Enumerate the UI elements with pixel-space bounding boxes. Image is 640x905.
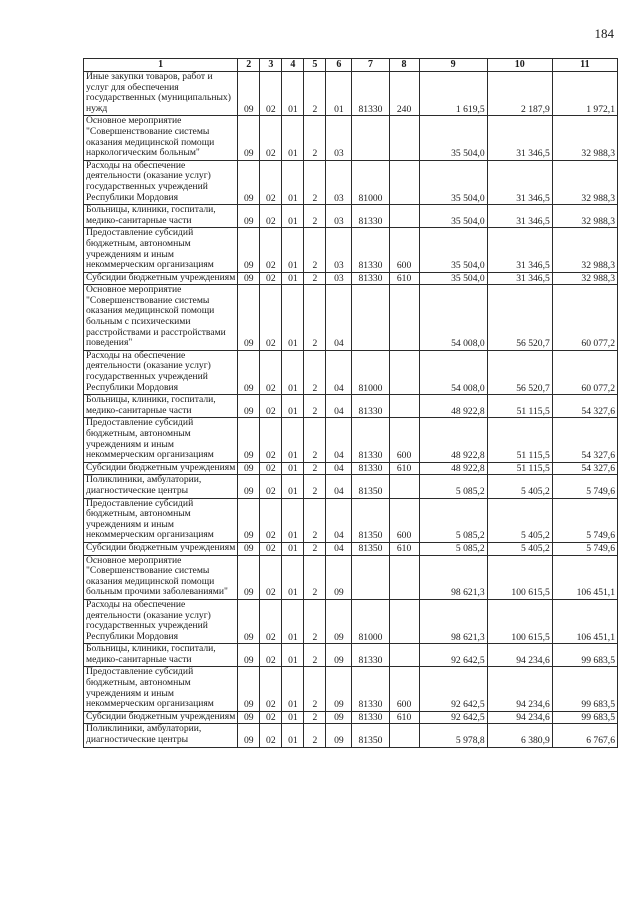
subprogram-code: 2	[304, 272, 326, 285]
amount-year-2: 6 380,9	[487, 724, 552, 747]
amount-year-3: 5 749,6	[552, 498, 617, 542]
measure-code: 04	[326, 542, 352, 555]
row-label: Расходы на обеспечение деятельности (оказание услуг) государственных учреждений Республики Мордовия	[84, 160, 238, 204]
expense-type-code	[389, 350, 419, 394]
amount-year-2: 100 615,5	[487, 599, 552, 643]
amount-year-1: 5 085,2	[419, 475, 487, 498]
amount-year-3: 106 451,1	[552, 555, 617, 599]
program-code: 01	[282, 272, 304, 285]
amount-year-1: 35 504,0	[419, 116, 487, 160]
program-code: 01	[282, 285, 304, 351]
program-code: 01	[282, 498, 304, 542]
subprogram-code: 2	[304, 285, 326, 351]
measure-code: 03	[326, 205, 352, 228]
program-code: 01	[282, 667, 304, 711]
amount-year-2: 5 405,2	[487, 498, 552, 542]
subprogram-code: 2	[304, 418, 326, 462]
column-header: 3	[260, 59, 282, 72]
direction-code: 81330	[352, 72, 389, 116]
row-label: Поликлиники, амбулатории, диагностические центры	[84, 724, 238, 747]
measure-code: 09	[326, 555, 352, 599]
program-code: 01	[282, 711, 304, 724]
subsection-code: 02	[260, 205, 282, 228]
amount-year-1: 5 085,2	[419, 542, 487, 555]
amount-year-1: 48 922,8	[419, 395, 487, 418]
amount-year-2: 94 234,6	[487, 644, 552, 667]
expense-type-code	[389, 160, 419, 204]
table-row	[84, 711, 618, 724]
program-code: 01	[282, 205, 304, 228]
table-row	[84, 160, 618, 204]
column-header: 8	[389, 59, 419, 72]
program-code: 01	[282, 724, 304, 747]
amount-year-2: 94 234,6	[487, 711, 552, 724]
subprogram-code: 2	[304, 228, 326, 272]
subsection-code: 02	[260, 116, 282, 160]
subprogram-code: 2	[304, 116, 326, 160]
amount-year-2: 5 405,2	[487, 475, 552, 498]
expense-type-code	[389, 724, 419, 747]
column-header: 5	[304, 59, 326, 72]
row-label: Иные закупки товаров, работ и услуг для обеспечения государственных (муниципальных) нужд	[84, 72, 238, 116]
amount-year-3: 5 749,6	[552, 542, 617, 555]
program-code: 01	[282, 599, 304, 643]
amount-year-2: 2 187,9	[487, 72, 552, 116]
subprogram-code: 2	[304, 350, 326, 394]
direction-code: 81350	[352, 542, 389, 555]
subprogram-code: 2	[304, 395, 326, 418]
amount-year-2: 5 405,2	[487, 542, 552, 555]
subsection-code: 02	[260, 667, 282, 711]
subsection-code: 02	[260, 350, 282, 394]
expense-type-code	[389, 205, 419, 228]
budget-table	[83, 58, 618, 748]
program-code: 01	[282, 228, 304, 272]
amount-year-3: 106 451,1	[552, 599, 617, 643]
direction-code: 81350	[352, 475, 389, 498]
table-row	[84, 498, 618, 542]
row-label: Расходы на обеспечение деятельности (оказание услуг) государственных учреждений Республики Мордовия	[84, 599, 238, 643]
subprogram-code: 2	[304, 205, 326, 228]
program-code: 01	[282, 72, 304, 116]
measure-code: 04	[326, 418, 352, 462]
direction-code: 81330	[352, 711, 389, 724]
amount-year-1: 35 504,0	[419, 160, 487, 204]
section-code: 09	[238, 116, 260, 160]
row-label: Предоставление субсидий бюджетным, автономным учреждениям и иным некоммерческим организациям	[84, 228, 238, 272]
amount-year-3: 54 327,6	[552, 462, 617, 475]
subprogram-code: 2	[304, 475, 326, 498]
measure-code: 04	[326, 498, 352, 542]
subprogram-code: 2	[304, 542, 326, 555]
amount-year-3: 5 749,6	[552, 475, 617, 498]
column-header: 1	[84, 59, 238, 72]
subprogram-code: 2	[304, 711, 326, 724]
subsection-code: 02	[260, 418, 282, 462]
expense-type-code	[389, 285, 419, 351]
row-label: Поликлиники, амбулатории, диагностические центры	[84, 475, 238, 498]
amount-year-1: 98 621,3	[419, 555, 487, 599]
amount-year-3: 32 988,3	[552, 205, 617, 228]
measure-code: 09	[326, 667, 352, 711]
amount-year-1: 5 085,2	[419, 498, 487, 542]
section-code: 09	[238, 462, 260, 475]
section-code: 09	[238, 272, 260, 285]
direction-code: 81330	[352, 644, 389, 667]
section-code: 09	[238, 599, 260, 643]
program-code: 01	[282, 555, 304, 599]
subsection-code: 02	[260, 395, 282, 418]
row-label: Основное мероприятие "Совершенствование системы оказания медицинской помощи больным прочими заболеваниями"	[84, 555, 238, 599]
section-code: 09	[238, 285, 260, 351]
expense-type-code	[389, 475, 419, 498]
amount-year-3: 54 327,6	[552, 395, 617, 418]
direction-code	[352, 285, 389, 351]
subsection-code: 02	[260, 498, 282, 542]
measure-code: 04	[326, 475, 352, 498]
row-label: Субсидии бюджетным учреждениям	[84, 462, 238, 475]
direction-code: 81350	[352, 498, 389, 542]
table-row	[84, 644, 618, 667]
row-label: Расходы на обеспечение деятельности (оказание услуг) государственных учреждений Республики Мордовия	[84, 350, 238, 394]
measure-code: 09	[326, 724, 352, 747]
row-label: Субсидии бюджетным учреждениям	[84, 272, 238, 285]
amount-year-3: 6 767,6	[552, 724, 617, 747]
direction-code: 81330	[352, 228, 389, 272]
subprogram-code: 2	[304, 555, 326, 599]
subprogram-code: 2	[304, 72, 326, 116]
column-header: 10	[487, 59, 552, 72]
direction-code: 81330	[352, 205, 389, 228]
table-row	[84, 599, 618, 643]
subprogram-code: 2	[304, 724, 326, 747]
program-code: 01	[282, 644, 304, 667]
section-code: 09	[238, 644, 260, 667]
measure-code: 03	[326, 228, 352, 272]
direction-code: 81330	[352, 272, 389, 285]
amount-year-3: 1 972,1	[552, 72, 617, 116]
header-row	[84, 59, 618, 72]
amount-year-3: 32 988,3	[552, 272, 617, 285]
program-code: 01	[282, 116, 304, 160]
row-label: Предоставление субсидий бюджетным, автономным учреждениям и иным некоммерческим организациям	[84, 418, 238, 462]
amount-year-1: 35 504,0	[419, 205, 487, 228]
amount-year-1: 54 008,0	[419, 350, 487, 394]
subsection-code: 02	[260, 228, 282, 272]
table-row	[84, 724, 618, 747]
subsection-code: 02	[260, 599, 282, 643]
section-code: 09	[238, 395, 260, 418]
page-number: 184	[594, 26, 614, 41]
row-label: Субсидии бюджетным учреждениям	[84, 711, 238, 724]
row-label: Основное мероприятие "Совершенствование системы оказания медицинской помощи больным с психическими расстройствами и расстройствами поведения"	[84, 285, 238, 351]
section-code: 09	[238, 555, 260, 599]
table-row	[84, 555, 618, 599]
amount-year-2: 31 346,5	[487, 272, 552, 285]
table-row	[84, 205, 618, 228]
measure-code: 04	[326, 350, 352, 394]
table-row	[84, 418, 618, 462]
amount-year-2: 31 346,5	[487, 160, 552, 204]
row-label: Предоставление субсидий бюджетным, автономным учреждениям и иным некоммерческим организациям	[84, 498, 238, 542]
column-header: 6	[326, 59, 352, 72]
row-label: Больницы, клиники, госпитали, медико-санитарные части	[84, 644, 238, 667]
amount-year-2: 31 346,5	[487, 205, 552, 228]
amount-year-3: 99 683,5	[552, 667, 617, 711]
program-code: 01	[282, 542, 304, 555]
expense-type-code: 610	[389, 462, 419, 475]
program-code: 01	[282, 395, 304, 418]
measure-code: 09	[326, 599, 352, 643]
subsection-code: 02	[260, 285, 282, 351]
subprogram-code: 2	[304, 160, 326, 204]
direction-code: 81330	[352, 395, 389, 418]
column-header: 2	[238, 59, 260, 72]
direction-code: 81000	[352, 599, 389, 643]
subsection-code: 02	[260, 272, 282, 285]
subprogram-code: 2	[304, 667, 326, 711]
subsection-code: 02	[260, 542, 282, 555]
expense-type-code: 240	[389, 72, 419, 116]
subprogram-code: 2	[304, 462, 326, 475]
amount-year-1: 54 008,0	[419, 285, 487, 351]
measure-code: 04	[326, 462, 352, 475]
amount-year-3: 60 077,2	[552, 350, 617, 394]
expense-type-code: 610	[389, 542, 419, 555]
section-code: 09	[238, 542, 260, 555]
amount-year-2: 51 115,5	[487, 418, 552, 462]
direction-code: 81350	[352, 724, 389, 747]
table-row	[84, 228, 618, 272]
amount-year-2: 56 520,7	[487, 285, 552, 351]
table-row	[84, 667, 618, 711]
expense-type-code	[389, 599, 419, 643]
amount-year-1: 92 642,5	[419, 711, 487, 724]
row-label: Предоставление субсидий бюджетным, автономным учреждениям и иным некоммерческим организациям	[84, 667, 238, 711]
expense-type-code: 600	[389, 667, 419, 711]
measure-code: 03	[326, 116, 352, 160]
expense-type-code	[389, 644, 419, 667]
amount-year-1: 98 621,3	[419, 599, 487, 643]
subsection-code: 02	[260, 462, 282, 475]
subprogram-code: 2	[304, 498, 326, 542]
direction-code: 81330	[352, 418, 389, 462]
section-code: 09	[238, 228, 260, 272]
amount-year-1: 35 504,0	[419, 272, 487, 285]
subsection-code: 02	[260, 724, 282, 747]
section-code: 09	[238, 350, 260, 394]
amount-year-1: 92 642,5	[419, 644, 487, 667]
amount-year-2: 51 115,5	[487, 462, 552, 475]
table-row	[84, 272, 618, 285]
section-code: 09	[238, 711, 260, 724]
amount-year-1: 5 978,8	[419, 724, 487, 747]
column-header: 11	[552, 59, 617, 72]
section-code: 09	[238, 667, 260, 711]
section-code: 09	[238, 418, 260, 462]
subsection-code: 02	[260, 711, 282, 724]
row-label: Субсидии бюджетным учреждениям	[84, 542, 238, 555]
section-code: 09	[238, 205, 260, 228]
section-code: 09	[238, 498, 260, 542]
direction-code: 81000	[352, 160, 389, 204]
amount-year-3: 32 988,3	[552, 228, 617, 272]
expense-type-code	[389, 395, 419, 418]
subprogram-code: 2	[304, 599, 326, 643]
subsection-code: 02	[260, 160, 282, 204]
column-header: 4	[282, 59, 304, 72]
amount-year-2: 31 346,5	[487, 228, 552, 272]
program-code: 01	[282, 475, 304, 498]
expense-type-code: 610	[389, 711, 419, 724]
program-code: 01	[282, 462, 304, 475]
table-row	[84, 542, 618, 555]
measure-code: 09	[326, 711, 352, 724]
table-row	[84, 116, 618, 160]
column-header: 7	[352, 59, 389, 72]
amount-year-2: 94 234,6	[487, 667, 552, 711]
amount-year-3: 99 683,5	[552, 644, 617, 667]
subsection-code: 02	[260, 555, 282, 599]
amount-year-1: 92 642,5	[419, 667, 487, 711]
direction-code	[352, 555, 389, 599]
program-code: 01	[282, 350, 304, 394]
measure-code: 04	[326, 395, 352, 418]
table-row	[84, 285, 618, 351]
expense-type-code	[389, 555, 419, 599]
table-body	[84, 72, 618, 748]
amount-year-2: 56 520,7	[487, 350, 552, 394]
direction-code	[352, 116, 389, 160]
section-code: 09	[238, 160, 260, 204]
direction-code: 81330	[352, 667, 389, 711]
table-row	[84, 475, 618, 498]
row-label: Больницы, клиники, госпитали, медико-санитарные части	[84, 395, 238, 418]
program-code: 01	[282, 160, 304, 204]
column-header: 9	[419, 59, 487, 72]
amount-year-2: 31 346,5	[487, 116, 552, 160]
program-code: 01	[282, 418, 304, 462]
subsection-code: 02	[260, 72, 282, 116]
row-label: Основное мероприятие "Совершенствование системы оказания медицинской помощи наркологическим больным"	[84, 116, 238, 160]
amount-year-1: 48 922,8	[419, 462, 487, 475]
expense-type-code: 600	[389, 228, 419, 272]
section-code: 09	[238, 724, 260, 747]
amount-year-2: 100 615,5	[487, 555, 552, 599]
table-row	[84, 395, 618, 418]
table-row	[84, 350, 618, 394]
measure-code: 01	[326, 72, 352, 116]
subsection-code: 02	[260, 644, 282, 667]
subprogram-code: 2	[304, 644, 326, 667]
table-row	[84, 462, 618, 475]
section-code: 09	[238, 72, 260, 116]
expense-type-code: 600	[389, 418, 419, 462]
measure-code: 04	[326, 285, 352, 351]
amount-year-3: 99 683,5	[552, 711, 617, 724]
amount-year-3: 60 077,2	[552, 285, 617, 351]
expense-type-code: 600	[389, 498, 419, 542]
measure-code: 09	[326, 644, 352, 667]
subsection-code: 02	[260, 475, 282, 498]
row-label: Больницы, клиники, госпитали, медико-санитарные части	[84, 205, 238, 228]
table-row	[84, 72, 618, 116]
expense-type-code	[389, 116, 419, 160]
amount-year-3: 32 988,3	[552, 160, 617, 204]
amount-year-3: 54 327,6	[552, 418, 617, 462]
amount-year-1: 1 619,5	[419, 72, 487, 116]
measure-code: 03	[326, 272, 352, 285]
amount-year-2: 51 115,5	[487, 395, 552, 418]
direction-code: 81330	[352, 462, 389, 475]
expense-type-code: 610	[389, 272, 419, 285]
measure-code: 03	[326, 160, 352, 204]
amount-year-1: 48 922,8	[419, 418, 487, 462]
direction-code: 81000	[352, 350, 389, 394]
amount-year-3: 32 988,3	[552, 116, 617, 160]
section-code: 09	[238, 475, 260, 498]
amount-year-1: 35 504,0	[419, 228, 487, 272]
